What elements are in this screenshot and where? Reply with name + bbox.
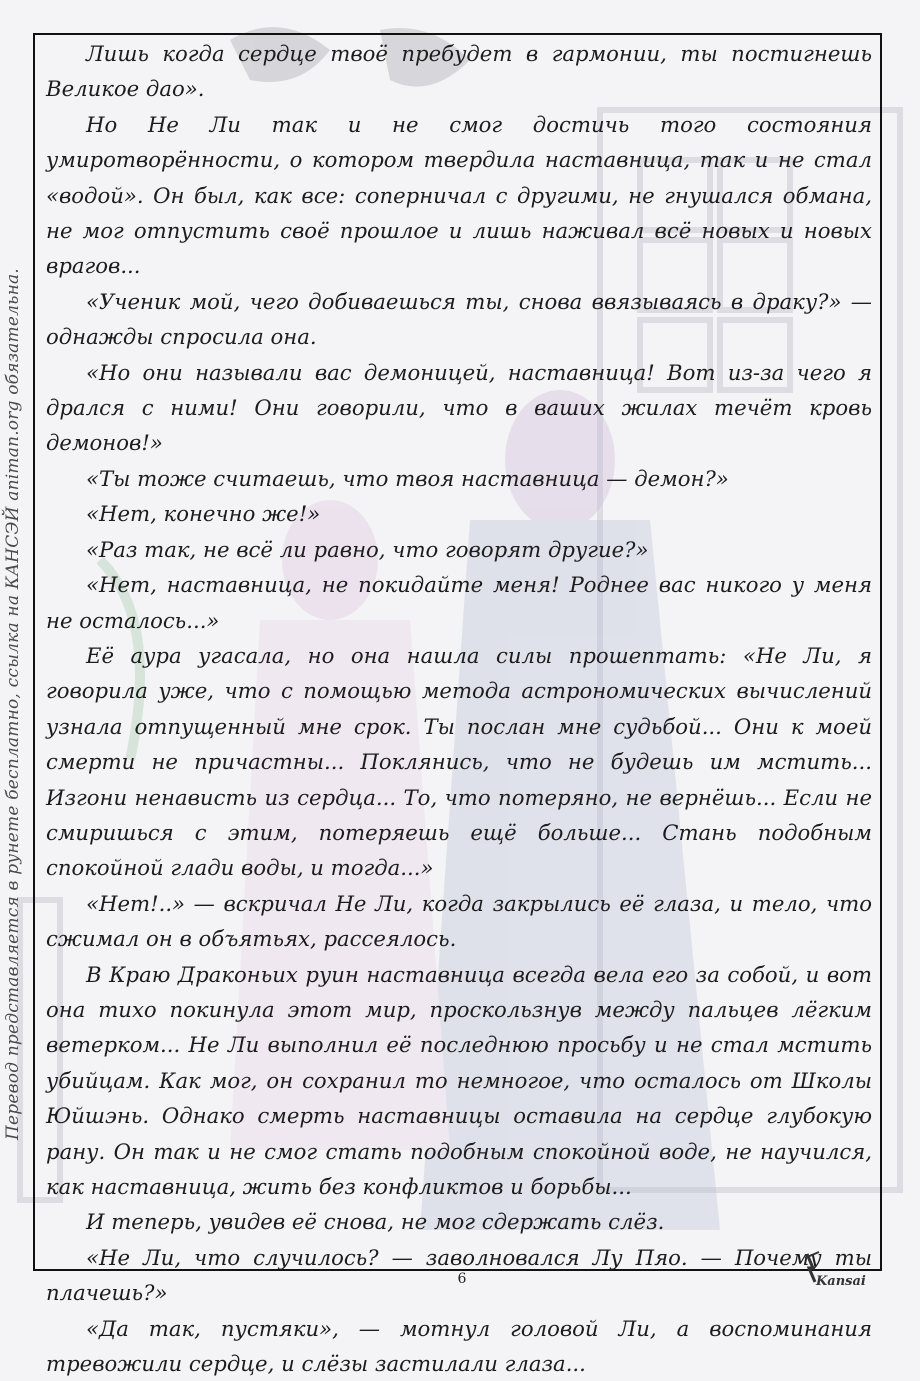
paragraph: Её аура угасала, но она нашла силы прошептать: «Не Ли, я говорила уже, что с помощью метода астрономических вычислений узнала отпущенный мне срок. Ты послан мне судьбой... Они к моей смерти не причастны... Поклянись, что не будешь им мстить... Изгони ненависть из сердца... То, что потеряно, не вернёшь... Если не смиришься с этим, потеряешь ещё больше... Стань подобным спокойной глади воды, и тогда...» — [46, 642, 872, 881]
paragraph: Но Не Ли так и не смог достичь того состояния умиротворённости, о котором твердила наставница, так и не стал «водой». Он был, как все: соперничал с другими, не гнушался обмана, не мог отпустить своё прошлое и лишь наживал всё новых и новых врагов... — [46, 111, 872, 279]
paragraph: «Нет, конечно же!» — [86, 501, 321, 527]
paragraph: «Ученик мой, чего добиваешься ты, снова ввязываясь в драку?» — однажды спросила она. — [46, 288, 872, 350]
paragraph: «Нет!..» — вскричал Не Ли, когда закрылись её глаза, и тело, что сжимал он в объятьях, рассеялось. — [46, 890, 872, 952]
paragraph: В Краю Драконьих руин наставница всегда вела его за собой, и вот она тихо покинула этот мир, проскользнув между пальцев лёгким ветерком... Не Ли выполнил её последнюю просьбу и не стал мстить убийцам. Как мог, он сохранил то немногое, что осталось от Школы Юйшэнь. Однако смерть наставницы оставила на сердце глубокую рану. Он так и не смог стать подобным спокойной воде, не научился, как наставница, жить без конфликтов и борьбы... — [46, 961, 872, 1199]
paragraph: «Ты тоже считаешь, что твоя наставница — демон?» — [86, 465, 729, 491]
logo-text: Kansai — [816, 1274, 866, 1289]
paragraph: И теперь, увидев её снова, не мог сдержать слёз. — [86, 1209, 665, 1235]
paragraph: «Но они называли вас демоницей, наставница! Вот из-за чего я дрался с ними! Они говорили, что в ваших жилах течёт кровь демонов!» — [46, 359, 872, 456]
translation-credit-note: Перевод представляется в рунете бесплатно, ссылка на КАНСЭЙ animan.org обязательна. — [3, 268, 23, 1140]
paragraph: «Нет, наставница, не покидайте меня! Роднее вас никого у меня не осталось...» — [46, 572, 872, 633]
paragraph: «Раз так, не всё ли равно, что говорят другие?» — [86, 536, 649, 562]
paragraph: Лишь когда сердце твоё пребудет в гармонии, ты постигнешь Великое дао». — [46, 41, 872, 102]
body-text — [46, 36, 872, 1381]
paragraph: «Не Ли, что случилось? — заволновался Лу Пяо. — Почему ты плачешь?» — [46, 1244, 872, 1306]
page-number: 6 — [457, 1271, 467, 1287]
paragraph: «Да так, пустяки», — мотнул головой Ли, а воспоминания тревожили сердце, и слёзы застилали глаза... — [46, 1315, 872, 1377]
